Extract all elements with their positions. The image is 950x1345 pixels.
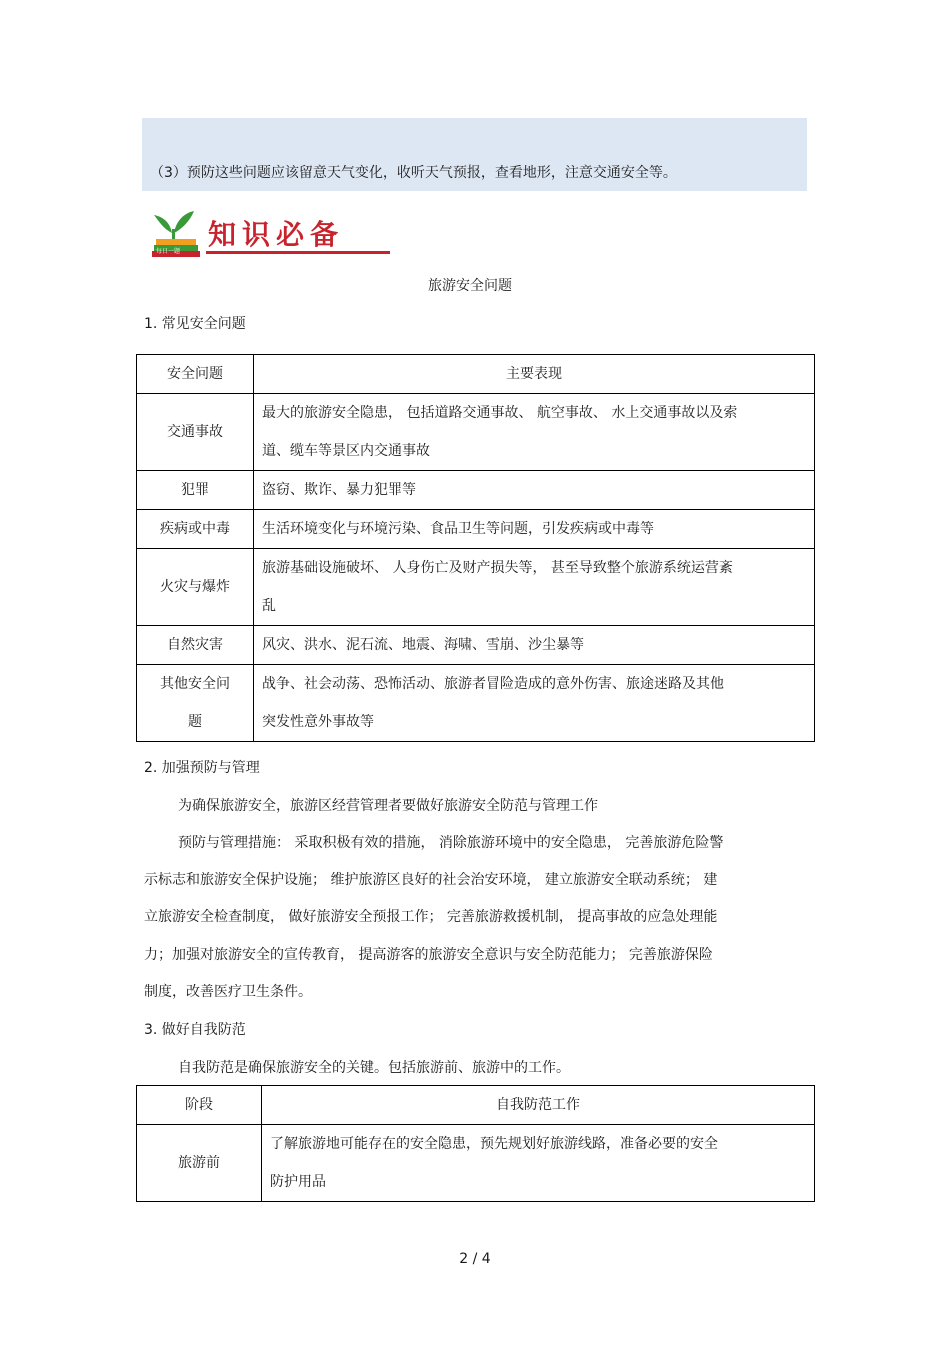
table-row <box>137 665 815 742</box>
col-header-manifestation: 主要表现 <box>254 355 815 394</box>
banner-underline <box>206 251 390 254</box>
table-header-row <box>137 1086 815 1125</box>
row-name: 火灾与爆炸 <box>137 549 254 626</box>
paragraph-line: 为确保旅游安全，旅游区经营管理者要做好旅游安全防范与管理工作 <box>178 798 598 814</box>
table-header-row <box>137 355 815 394</box>
row-desc: 最大的旅游安全隐患， 包括道路交通事故、 航空事故、 水上交通事故以及索 道、缆车等景区内交通事故 <box>254 394 815 471</box>
heading-1: 1. 常见安全问题 <box>144 316 246 332</box>
paragraph-line: 力；加强对旅游安全的宣传教育， 提高游客的旅游安全意识与安全防范能力； 完善旅游保险 <box>144 947 713 963</box>
table-row <box>137 1125 815 1202</box>
table-row <box>137 549 815 626</box>
safety-issues-table <box>136 354 815 742</box>
callout-box <box>142 118 807 191</box>
col-header-work: 自我防范工作 <box>262 1086 815 1125</box>
table-row <box>137 626 815 665</box>
self-protection-table <box>136 1085 815 1202</box>
intro-text: 自我防范是确保旅游安全的关键。包括旅游前、旅游中的工作。 <box>178 1060 570 1076</box>
row-desc: 旅游基础设施破坏、 人身伤亡及财产损失等， 甚至导致整个旅游系统运营紊 乱 <box>254 549 815 626</box>
callout-text: （3）预防这些问题应该留意天气变化，收听天气预报，查看地形，注意交通安全等。 <box>150 165 677 181</box>
paragraph-line: 制度，改善医疗卫生条件。 <box>144 984 312 1000</box>
heading-2: 2. 加强预防与管理 <box>144 760 260 776</box>
col-header-stage: 阶段 <box>137 1086 262 1125</box>
row-name: 其他安全问 题 <box>137 665 254 742</box>
section-title: 旅游安全问题 <box>428 278 512 294</box>
page-number: 2 / 4 <box>459 1251 491 1267</box>
row-name: 疾病或中毒 <box>137 510 254 549</box>
row-desc: 战争、社会动荡、恐怖活动、旅游者冒险造成的意外伤害、旅途迷路及其他 突发性意外事故等 <box>254 665 815 742</box>
heading-3: 3. 做好自我防范 <box>144 1022 246 1038</box>
col-header-issue: 安全问题 <box>137 355 254 394</box>
table-row <box>137 394 815 471</box>
row-desc: 了解旅游地可能存在的安全隐患，预先规划好旅游线路，准备必要的安全 防护用品 <box>262 1125 815 1202</box>
table-row <box>137 510 815 549</box>
row-name: 自然灾害 <box>137 626 254 665</box>
row-name: 交通事故 <box>137 394 254 471</box>
paragraph-line: 立旅游安全检查制度， 做好旅游安全预报工作； 完善旅游救援机制， 提高事故的应急处理能 <box>144 909 718 925</box>
row-name: 旅游前 <box>137 1125 262 1202</box>
banner-title: 知识必备 <box>208 218 345 251</box>
table-row <box>137 471 815 510</box>
paragraph-line: 预防与管理措施： 采取积极有效的措施， 消除旅游环境中的安全隐患， 完善旅游危险警 <box>178 835 724 851</box>
knowledge-banner <box>150 203 390 261</box>
row-name: 犯罪 <box>137 471 254 510</box>
row-desc: 盗窃、欺诈、暴力犯罪等 <box>254 471 815 510</box>
row-desc: 风灾、洪水、泥石流、地震、海啸、雪崩、沙尘暴等 <box>254 626 815 665</box>
paragraph-line: 示标志和旅游安全保护设施； 维护旅游区良好的社会治安环境， 建立旅游安全联动系统； 建 <box>144 872 718 888</box>
banner-badge: 每日一题 <box>156 248 181 255</box>
row-desc: 生活环境变化与环境污染、食品卫生等问题，引发疾病或中毒等 <box>254 510 815 549</box>
